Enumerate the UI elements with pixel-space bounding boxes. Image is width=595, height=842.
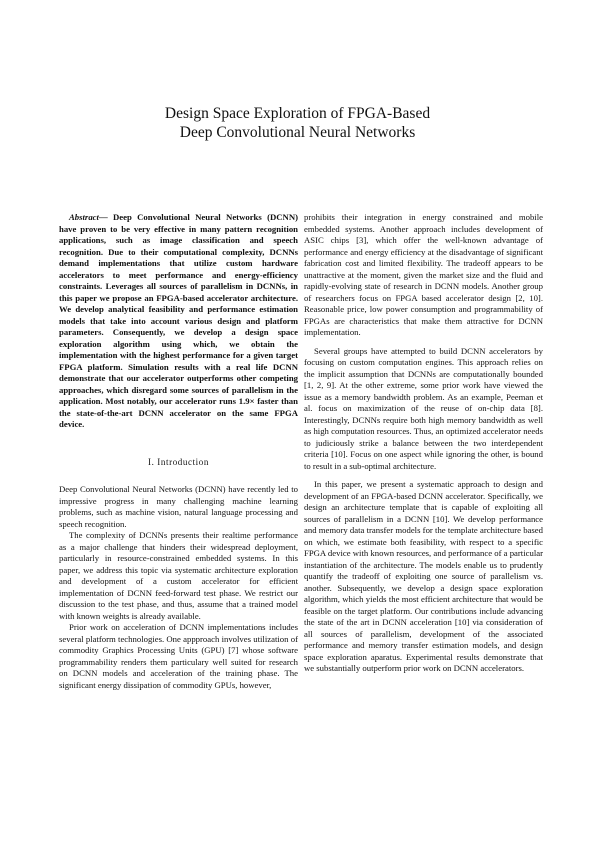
intro-paragraph-6: In this paper, we present a systematic approach to design and development of an FPGA-based DCNN accelerator. Specifically, we design an architecture template that is capable of exploiting all sources of parallelism in a DCNN [10]. We develop performance and memory data transfer models for the template architecture based on which, we estimate both feasibility, with respect to a specific FPGA device with known resources, and performance of a particular instantiation of the architecture. The models enable us to prudently quantify the tradeoff of exploiting one source of parallelism vs. another. Subsequently, we develop a design space exploration algorithm, which yields the most efficient architecture that would be feasible on the target platform. Our contributions include advancing the state of the art in DCNN acceleration [10] via consideration of all sources of parallelism, development of the associated performance and memory transfer estimation models, and design space exploration aparatus. Experimental results demonstrate that we substantially outperform prior work on DCNN accelerators. — [304, 479, 543, 673]
abstract-text: — Deep Convolutional Neural Networks (DCNN) have proven to be very effective in many pattern recognition applications, such as image classification and speech recognition. Due to their computational complexity, DCNNs demand implementations that utilize custom hardware accelerators to meet performance and energy-efficiency constraints. Leverages all sources of parallelism in DCNNs, in this paper we propose an FPGA-based accelerator architecture. We develop analytical feasibility and performance estimation models that take into account various design and platform parameters. Consequently, we develop a design space exploration algorithm using which, we obtain the implementation with the highest performance for a given target FPGA platform. Simulation results with a real life DCNN demonstrate that our accelerator outperforms other competing approaches, which disregard some sources of parallelism in the application. Most notably, our accelerator runs 1.9× faster than the state-of-the-art DCNN accelerator on the same FPGA device. — [59, 212, 298, 429]
intro-paragraph-3: Prior work on acceleration of DCNN implementations includes several platform technologies. One appproach involves utilization of commodity Graphics Processing Units (GPU) [7] whose software programmability renders them particulary well suited for research on DCNN models and acceleration of the training phase. The significant energy dissipation of commodity GPUs, however, — [59, 622, 298, 690]
left-column — [59, 212, 298, 691]
intro-paragraph-1: Deep Convolutional Neural Networks (DCNN) have recently led to impressive progress in many challenging machine learning problems, such as machine vision, natural language processing and speech recognition. — [59, 484, 298, 529]
intro-paragraph-2: The complexity of DCNNs presents their realtime performance as a major challenge that hinders their widespread deployment, particularly in resource-constrained embedded systems. In this paper, we address this topic via systematic architecture exploration and development of a custom accelerator for efficient implementation of DCNN feed-forward test phase. We restrict our discussion to the test phase, and thus, assume that a trained model with known weights is already available. — [59, 530, 298, 621]
title-line-1: Design Space Exploration of FPGA-Based — [164, 105, 431, 122]
paper-title — [0, 104, 595, 142]
intro-paragraph-5: Several groups have attempted to build DCNN accelerators by focusing on custom computation engines. This approach relies on the implicit assumption that DCNNs are computationally bounded [1, 2, 9]. At the other extreme, some prior work have viewed the issue as a memory bandwidth problem. As an example, Peeman et al. focus on maximization of the reuse of on-chip data [8]. Interestingly, DCNNs require both high memory bandwidth as well as high computation resources. Thus, an optimized accelerator needs to judiciously strike a balance between the two interdependent criteria [10]. Focus on one aspect while ignoring the other, is bound to result in a sub-optimal architecture. — [304, 345, 543, 471]
abstract — [59, 212, 298, 431]
intro-paragraph-4: prohibits their integration in energy constrained and mobile embedded systems. Another approach includes development of ASIC chips [3], which offer the well-known advantage of performance and energy efficiency at the disadvantage of significant fabrication cost and limited flexibility. The tradeoff appears to be unattractive at the moment, given the market size and the fluid and rapidly-evolving state of research in DCNN models. Another group of researchers focus on FPGA based accelerator design [2, 10]. Reasonable price, low power consumption and programmability of FPGAs are characteristics that make them attractive for DCNN implementation. — [304, 212, 543, 337]
abstract-label: Abstract — [69, 212, 99, 222]
title-line-2: Deep Convolutional Neural Networks — [179, 124, 416, 141]
right-column — [304, 212, 543, 675]
section-heading: I. Introduction — [148, 456, 209, 467]
